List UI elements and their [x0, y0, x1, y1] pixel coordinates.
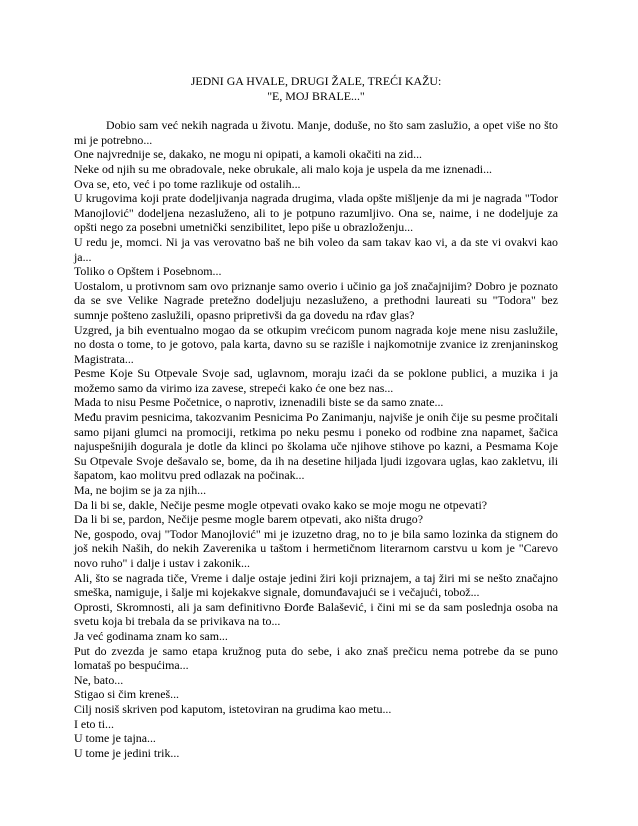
paragraph: Dobio sam već nekih nagrada u životu. Manje, doduše, no što sam zaslužio, a opet više no što mi je potrebno... [74, 118, 558, 147]
paragraph: Toliko o Opštem i Posebnom... [74, 264, 222, 279]
paragraph: Ja već godinama znam ko sam... [74, 628, 228, 643]
paragraph: Među pravim pesnicima, takozvanim Pesnicima Po Zanimanju, najviše je onih čije su pesme pročitali samo pijani glumci na promociji, retkima po neku pesmu i poneko od rodbine zna napamet, šačica najuspešnijih dogurala je dotle da klinci po školama uče njihove stihove po kazni, a Pesmama Koje Su Otpevale Svoje dešavalo se, bome, da ih na desetine hiljada ljudi izgovara uglas, kao zakletvu, ili šapatom, kao molitvu pred odlazak na počinak... [74, 410, 558, 483]
paragraph: Ova se, eto, već i po tome razlikuje od ostalih... [74, 176, 301, 191]
paragraph: Mada to nisu Pesme Početnice, o naprotiv, iznenadili biste se da samo znate... [74, 395, 444, 410]
title-spacer [74, 103, 558, 118]
paragraph: One najvrednije se, dakako, ne mogu ni opipati, a kamoli okačiti na zid... [74, 147, 423, 162]
paragraph: U tome je tajna... [74, 731, 156, 746]
paragraph: Uzgred, ja bih eventualno mogao da se otkupim vrećicom punom nagrada koje mene nisu zaslužile, no dosta o tome, to je gotovo, pala karta, davno su se razišle i najkomotnije zvanice iz zrenjaninskog Magistrata... [74, 322, 558, 366]
paragraph: U redu je, momci. Ni ja vas verovatno baš ne bih voleo da sam takav kao vi, a da ste vi ovakvi kao ja... [74, 234, 558, 264]
paragraph: I eto ti... [74, 716, 114, 731]
paragraph: Put do zvezda je samo etapa kružnog puta do sebe, i ako znaš prečicu nema potrebe da se puno lomataš po bespućima... [74, 643, 558, 673]
paragraph: Ne, bato... [74, 672, 124, 687]
paragraph: Oprosti, Skromnosti, ali ja sam definitivno Đorđe Balašević, i čini mi se da sam poslednja osoba na svetu koja bi trebala da se privikava na to... [74, 599, 558, 629]
document-title-line-2: "E, MOJ BRALE..." [267, 88, 365, 103]
paragraph: Ma, ne bojim se ja za njih... [74, 483, 207, 498]
document-title-line-1: JEDNI GA HVALE, DRUGI ŽALE, TREĆI KAŽU: [190, 74, 442, 88]
paragraph: Da li bi se, pardon, Nečije pesme mogle barem otpevati, ako ništa drugo? [74, 512, 424, 527]
paragraph: Uostalom, u protivnom sam ovo priznanje samo overio i učinio ga još značajnijim? Dobro je poznato da se sve Velike Nagrade pretežno dodeljuju nezasluženo, a prethodni laureati su "Todora" bez sumnje pošteno zaslužili, opasno pripretivši da ga dovedu na rđav glas? [74, 278, 558, 322]
paragraph: Ali, što se nagrada tiče, Vreme i dalje ostaje jedini žiri koji priznajem, a taj žiri mi se nešto značajno smeška, namiguje, i šalje mi kojekakve signale, domunđavajući se i večajući, tobož... [74, 570, 558, 600]
paragraph: Cilj nosiš skriven pod kaputom, istetoviran na grudima kao metu... [74, 701, 392, 716]
paragraph: U tome je jedini trik... [74, 745, 180, 760]
paragraph: Stigao si čim kreneš... [74, 687, 180, 702]
document-page [74, 74, 558, 760]
paragraph: Neke od njih su me obradovale, neke obrukale, ali malo koja je uspela da me iznenadi... [74, 161, 493, 176]
paragraph: Ne, gospodo, ovaj "Todor Manojlović" mi je izuzetno drag, no to je bila samo lozinka da stignem do još nekih Naših, do nekih Zaverenika u taštom i hermetičnom literarnom carstvu u kom je "Carevo novo ruho" i dalje i ustav i zakonik... [74, 526, 558, 570]
paragraph: Pesme Koje Su Otpevale Svoje sad, uglavnom, moraju izaći da se poklone publici, a muzika i ja možemo samo da virimo iza zavese, strepeći kako će one bez nas... [74, 366, 558, 395]
paragraph: U krugovima koji prate dodeljivanja nagrada drugima, vlada opšte mišljenje da mi je nagrada "Todor Manojlović" dodeljena nezasluženo, ali to je potpuno razumljivo. Ona se, naime, i ne dodeljuje za opšti nego za posebni umetnički senzibilitet, lepo piše u obrazloženju... [74, 191, 558, 235]
paragraph: Da li bi se, dakle, Nečije pesme mogle otpevati ovako kako se moje mogu ne otpevati? [74, 497, 488, 512]
